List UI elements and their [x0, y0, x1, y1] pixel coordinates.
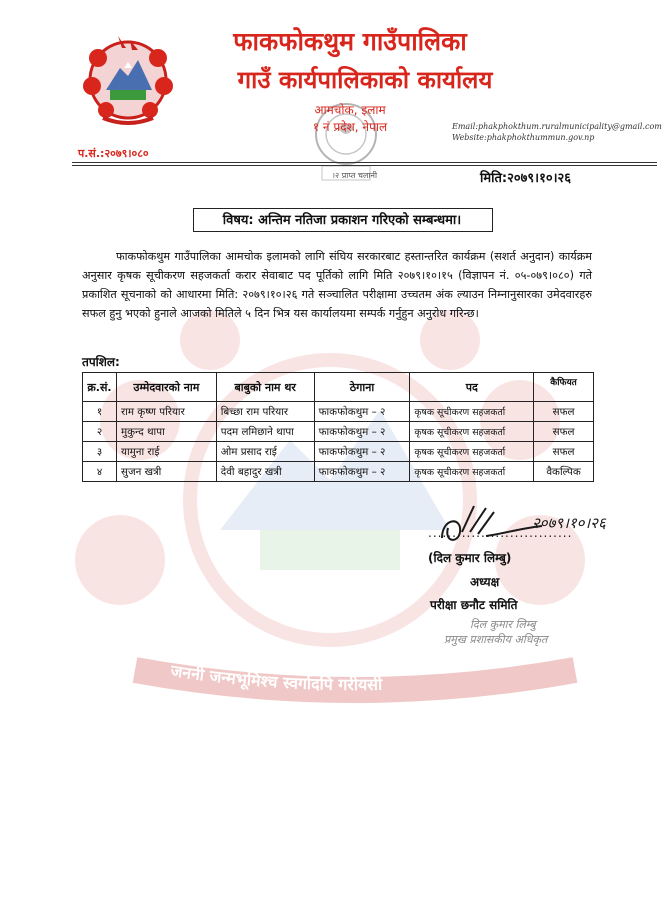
committee-name: परीक्षा छनौट समिति: [430, 598, 518, 612]
cell-address: फाकफोकथुम – २: [314, 442, 410, 462]
cell-post: कृषक सूचीकरण सहजकर्ता: [410, 402, 534, 422]
cell-serial: १: [83, 402, 117, 422]
stamp-text: ।२ प्राप्त चलानी: [332, 171, 378, 180]
cell-address: फाकफोकथुम – २: [314, 422, 410, 442]
reference-number: प.सं.:२०७९।०८०: [78, 147, 149, 160]
header-candidate-name: उम्मेदवारको नाम: [116, 373, 216, 402]
body-paragraph: फाकफोकथुम गाउँपालिका आमचोक इलामको लागि संघिय सरकारबाट हस्तान्तरित कार्यक्रम (सशर्त अनुदान) कार्यक्रम अनुसार कृषक सूचीकरण सहजकर्ता करार सेवाबाट पद पूर्तिको लागि मिति २०७९।१०।१५ (विज्ञापन नं. ०५-०७९।०८०) गते प्रकाशित सूचनाको को आधारमा मिति: २०७९।१०।२६ गते सञ्चालित परीक्षामा उच्चतम अंक ल्याउन निम्नानुसारका उमेदवारहरु सफल हुनु भएको हुनाले आजको मितिले ५ दिन भित्र यस कार्यालयमा सम्पर्क गर्नुहुन अनुरोध गरिन्छ।: [82, 250, 592, 320]
subject-line: विषय: अन्तिम नतिजा प्रकाशन गरिएको सम्बन्धमा।: [222, 213, 462, 228]
motto-text: जननी जन्मभूमिश्च स्वर्गादपि गरीयसी: [169, 661, 383, 695]
watermark-motto: [125, 650, 585, 710]
header-divider-secondary: [72, 165, 657, 166]
table-header-row: [83, 373, 594, 402]
cell-address: फाकफोकथुम – २: [314, 402, 410, 422]
header-remarks: कैफियत: [534, 373, 594, 402]
table-row: [83, 402, 594, 422]
address-line-2: १ नं प्रदेश, नेपाल: [312, 120, 388, 134]
header-divider: [72, 162, 657, 163]
cell-remarks: सफल: [534, 402, 594, 422]
cell-candidate-name: यामुना राई: [116, 442, 216, 462]
website-address[interactable]: Website:phakphokthummun.gov.np: [452, 133, 595, 142]
table-row: [83, 422, 594, 442]
seal-name: दिल कुमार लिम्बु: [470, 618, 536, 631]
details-label: तपशिल:: [82, 355, 120, 369]
cell-father-name: ओम प्रसाद राई: [216, 442, 314, 462]
office-name: गाउँ कार्यपालिकाको कार्यालय: [237, 66, 493, 94]
signer-role: अध्यक्ष: [470, 575, 500, 589]
signer-name: (दिल कुमार लिम्बु): [428, 551, 512, 565]
header-address: ठेगाना: [314, 373, 410, 402]
cell-post: कृषक सूचीकरण सहजकर्ता: [410, 462, 534, 482]
table-row: [83, 462, 594, 482]
table-row: [83, 442, 594, 462]
cell-candidate-name: सुजन खत्री: [116, 462, 216, 482]
cell-remarks: वैकल्पिक: [534, 462, 594, 482]
cell-remarks: सफल: [534, 442, 594, 462]
document-date: मिति:२०७९।१०।२६: [480, 171, 572, 186]
cell-serial: २: [83, 422, 117, 442]
cell-father-name: बिच्छा राम परियार: [216, 402, 314, 422]
cell-father-name: पदम लमिछाने थापा: [216, 422, 314, 442]
address-line-1: आमचोक, इलाम: [314, 103, 386, 117]
cell-address: फाकफोकथुम – २: [314, 462, 410, 482]
handwritten-date: २०७९।१०।२६: [532, 514, 606, 532]
cell-serial: ४: [83, 462, 117, 482]
header-serial: क्र.सं.: [83, 373, 117, 402]
cell-serial: ३: [83, 442, 117, 462]
cell-candidate-name: मुकुन्द थापा: [116, 422, 216, 442]
header-post: पद: [410, 373, 534, 402]
cell-candidate-name: राम कृष्ण परियार: [116, 402, 216, 422]
cell-father-name: देवी बहादुर खत्री: [216, 462, 314, 482]
results-table: [82, 372, 594, 482]
nepal-emblem-logo: [78, 28, 178, 128]
signature-line: ..............................: [428, 526, 573, 540]
org-name: फाकफोकथुम गाउँपालिका: [233, 27, 467, 56]
seal-title: प्रमुख प्रशासकीय अधिकृत: [444, 633, 548, 646]
cell-remarks: सफल: [534, 422, 594, 442]
cell-post: कृषक सूचीकरण सहजकर्ता: [410, 422, 534, 442]
email-address[interactable]: Email:phakphokthum.ruralmunicipality@gmail.com: [452, 122, 662, 131]
cell-post: कृषक सूचीकरण सहजकर्ता: [410, 442, 534, 462]
header-father-name: बाबुको नाम थर: [216, 373, 314, 402]
